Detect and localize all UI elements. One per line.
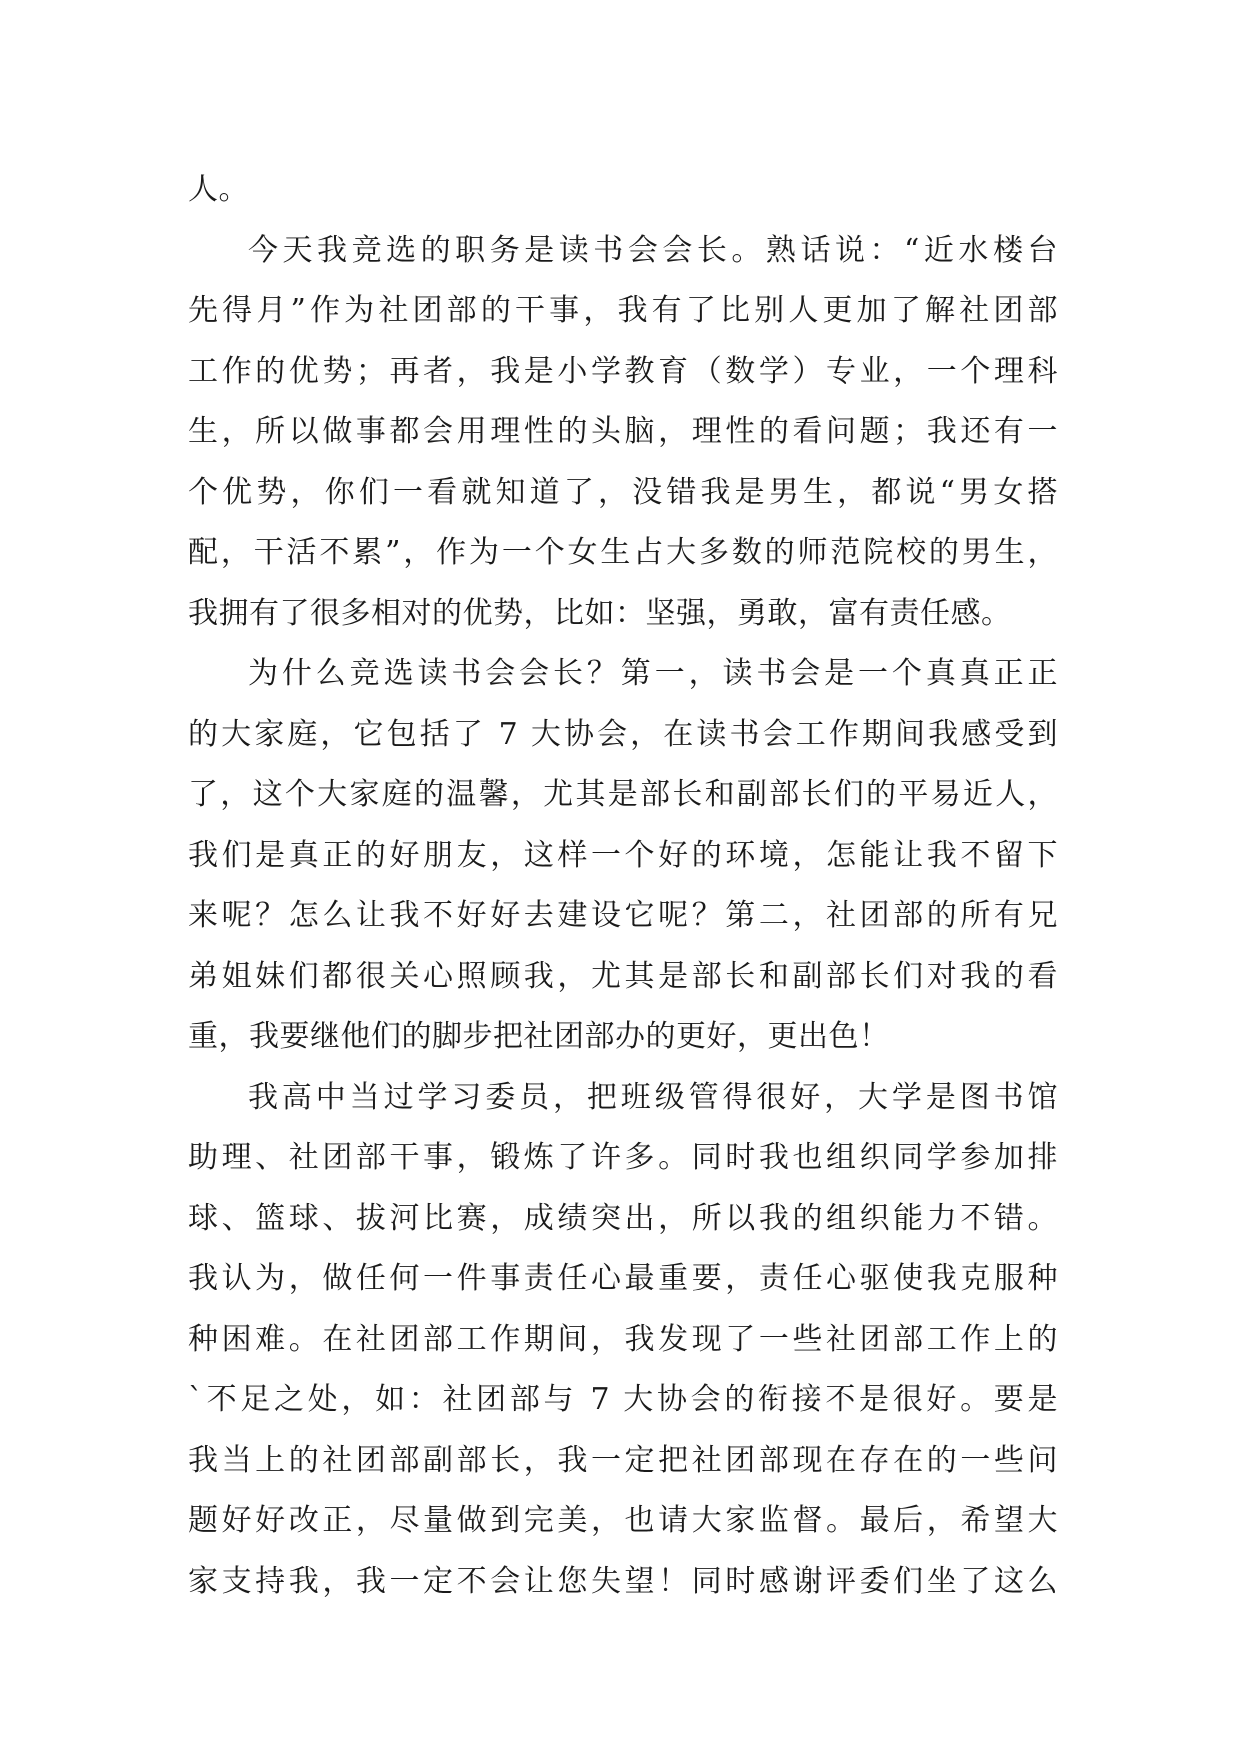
text-line: 个优势，你们一看就知道了，没错我是男生，都说“男女搭 (188, 474, 1058, 510)
text-line: 我们是真正的好朋友，这样一个好的环境，怎能让我不留下 (188, 837, 1058, 873)
text-line: 工作的优势；再者，我是小学教育（数学）专业，一个理科 (188, 353, 1058, 389)
text-line: 生，所以做事都会用理性的头脑，理性的看问题；我还有一 (188, 414, 1058, 449)
text-line: 的大家庭，它包括了 7 大协会，在读书会工作期间我感受到 (188, 716, 1058, 752)
text-line: 家支持我，我一定不会让您失望！同时感谢评委们坐了这么 (188, 1563, 1058, 1599)
text-line: 先得月”作为社团部的干事，我有了比别人更加了解社团部 (188, 293, 1058, 328)
text-line: 配，干活不累”，作为一个女生占大多数的师范院校的男生， (188, 535, 1058, 570)
text-line: 我拥有了很多相对的优势，比如：坚强，勇敢，富有责任感。 (188, 595, 1012, 631)
text-line: 重，我要继他们的脚步把社团部办的更好，更出色！ (188, 1019, 890, 1054)
text-line: 人。 (188, 172, 249, 207)
text-line: 我当上的社团部副部长，我一定把社团部现在存在的一些问 (188, 1442, 1058, 1478)
text-line: 弟姐妹们都很关心照顾我，尤其是部长和副部长们对我的看 (188, 958, 1058, 994)
text-line: 助理、社团部干事，锻炼了许多。同时我也组织同学参加排 (188, 1140, 1058, 1175)
text-line: 题好好改正，尽量做到完美，也请大家监督。最后，希望大 (188, 1503, 1058, 1538)
text-line: 球、篮球、拔河比赛，成绩突出，所以我的组织能力不错。 (188, 1200, 1058, 1236)
text-line: 我高中当过学习委员，把班级管得很好，大学是图书馆 (248, 1079, 1058, 1115)
document-body (188, 160, 1058, 1612)
text-line: 了，这个大家庭的温馨，尤其是部长和副部长们的平易近人， (188, 777, 1058, 812)
text-line: 为什么竞选读书会会长？第一，读书会是一个真真正正 (248, 656, 1058, 691)
text-line: 种困难。在社团部工作期间，我发现了一些社团部工作上的 (188, 1321, 1058, 1357)
text-line: 来呢？怎么让我不好好去建设它呢？第二，社团部的所有兄 (188, 898, 1058, 933)
text-line: `不足之处，如：社团部与 7 大协会的衔接不是很好。要是 (188, 1382, 1058, 1417)
text-line: 今天我竞选的职务是读书会会长。熟话说：“近水楼台 (248, 232, 1058, 268)
text-line: 我认为，做任何一件事责任心最重要，责任心驱使我克服种 (188, 1261, 1058, 1296)
